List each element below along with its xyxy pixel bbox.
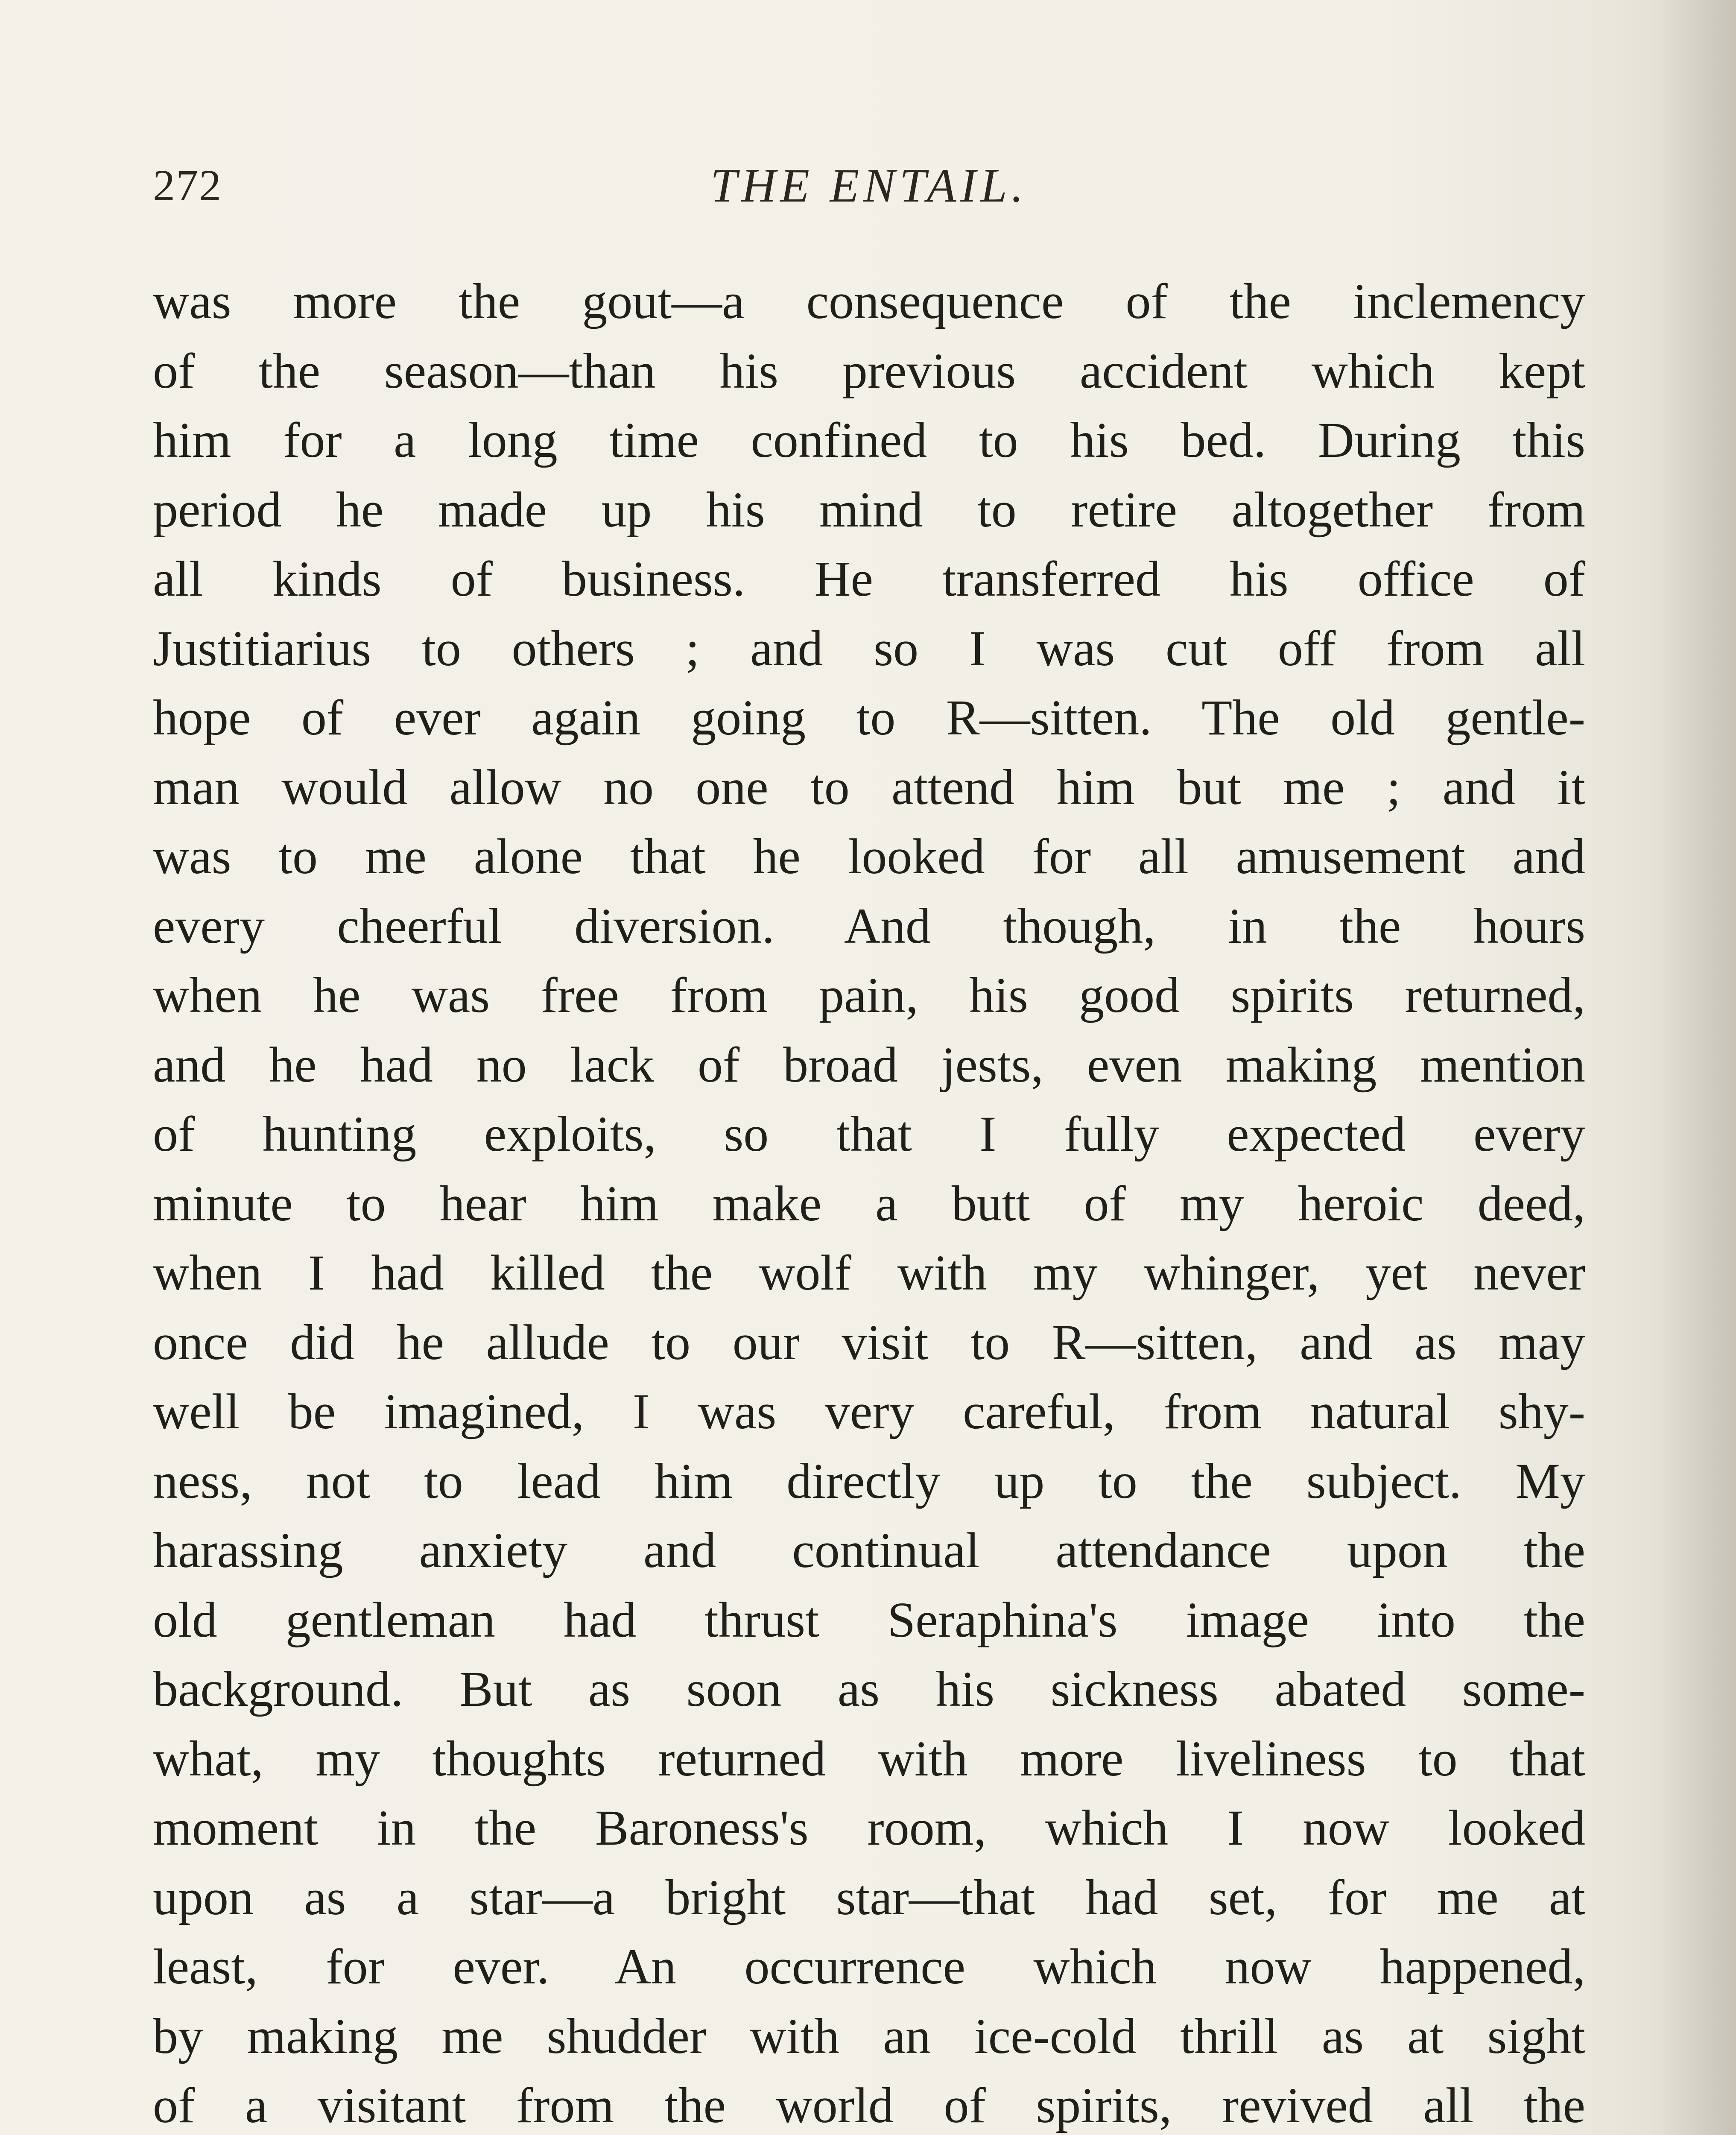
text-line: what, my thoughts returned with more liveliness to that <box>153 1730 1585 1787</box>
text-line: him for a long time confined to his bed. During this <box>153 412 1585 468</box>
text-line: of the season—than his previous accident which kept <box>153 342 1585 399</box>
text-line: when he was free from pain, his good spirits returned, <box>153 967 1585 1023</box>
running-head <box>153 152 1585 220</box>
text-line: upon as a star—a bright star—that had set, for me at <box>153 1869 1585 1925</box>
text-line: of a visitant from the world of spirits, revived all the <box>153 2077 1585 2133</box>
text-line: well be imagined, I was very careful, from natural shy- <box>153 1383 1585 1439</box>
text-line: least, for ever. An occurrence which now happened, <box>153 1939 1585 1995</box>
text-line: when I had killed the wolf with my whinger, yet never <box>153 1245 1585 1301</box>
text-line: period he made up his mind to retire altogether from <box>153 481 1585 538</box>
text-line: moment in the Baroness's room, which I now looked <box>153 1800 1585 1856</box>
page-edge-shadow <box>1659 0 1736 2135</box>
text-line: hope of ever again going to R—sitten. The old gentle- <box>153 690 1585 746</box>
text-line: once did he allude to our visit to R—sitten, and as may <box>153 1314 1585 1370</box>
text-line: background. But as soon as his sickness abated some- <box>153 1661 1585 1717</box>
text-line: man would allow no one to attend him but me ; and it <box>153 759 1585 815</box>
text-line: and he had no lack of broad jests, even making mention <box>153 1036 1585 1093</box>
text-line: harassing anxiety and continual attendance upon the <box>153 1522 1585 1578</box>
text-line: by making me shudder with an ice-cold thrill as at sight <box>153 2008 1585 2064</box>
running-title: THE ENTAIL. <box>710 159 1028 212</box>
text-line: every cheerful diversion. And though, in the hours <box>153 898 1585 954</box>
text-line: minute to hear him make a butt of my heroic deed, <box>153 1175 1585 1231</box>
text-line: was to me alone that he looked for all amusement and <box>153 828 1585 884</box>
text-line: ness, not to lead him directly up to the subject. My <box>153 1453 1585 1509</box>
page-number: 272 <box>153 161 222 210</box>
text-line: of hunting exploits, so that I fully expected every <box>153 1106 1585 1162</box>
text-line: Justitiarius to others ; and so I was cut off from all <box>153 620 1585 676</box>
text-line: all kinds of business. He transferred his office of <box>153 551 1585 607</box>
body-text <box>153 267 1585 2135</box>
text-line: was more the gout—a consequence of the inclemency <box>153 273 1585 329</box>
text-line: old gentleman had thrust Seraphina's image into the <box>153 1591 1585 1648</box>
